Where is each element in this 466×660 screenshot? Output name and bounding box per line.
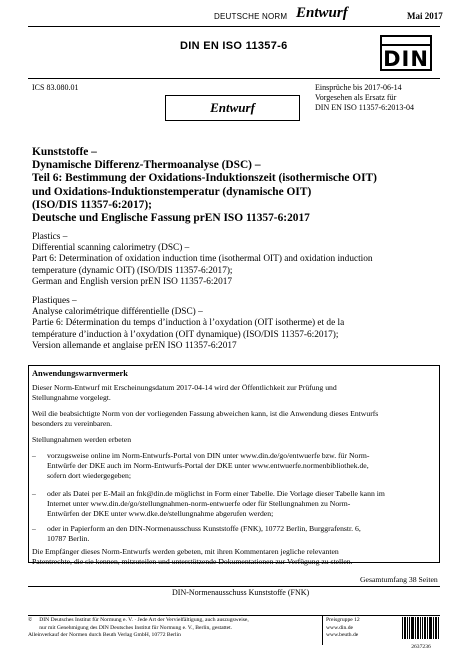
title-en-line: Part 6: Determination of oxidation induction time (isothermal OIT) and oxidation induction [32, 254, 373, 265]
notice-paragraph [32, 409, 378, 429]
draft-box-label: Entwurf [210, 100, 255, 115]
title-fr-line: température d’induction à l’oxydation (OIT dynamique) (ISO/DIS 11357-6:2017); [32, 329, 339, 340]
title-de-line: Deutsche und Englische Fassung prEN ISO 11357-6:2017 [32, 212, 310, 225]
bullet-line: Internet unter www.din.de/go/stellungnahmen-norm-entwuerfe oder für Stellungnahmen zu Norm- [47, 499, 351, 508]
bullet-dash: – [32, 451, 36, 460]
replaced-standard: DIN EN ISO 11357-6:2013-04 [315, 103, 415, 112]
notice-line: Weil die beabsichtigte Norm von der vorliegenden Fassung abweichen kann, ist die Anwendung dieses Entwurfs [32, 409, 379, 418]
barcode-number: 2637236 [411, 644, 431, 650]
total-pages: Gesamtumfang 38 Seiten [360, 575, 438, 584]
bullet-dash: – [32, 489, 36, 498]
din-logo-text: DIN [383, 47, 429, 71]
footer-divider [322, 615, 323, 645]
din-website-link[interactable]: www.din.de [326, 624, 353, 631]
ics-code: ICS 83.080.01 [32, 83, 79, 92]
title-de-line: und Oxidations-Induktionstemperatur (dynamische OIT) [32, 185, 312, 198]
patent-notice [32, 547, 353, 567]
copyright-line: Alleinverkauf der Normen durch Beuth Verlag GmbH, 10772 Berlin [28, 632, 181, 639]
title-fr-line: Plastiques – [32, 296, 77, 306]
bullet-item [47, 451, 369, 481]
barcode-bars [402, 617, 440, 639]
din-logo-bar [382, 44, 430, 46]
barcode [402, 617, 440, 650]
title-english [32, 232, 373, 288]
title-de-line: Teil 6: Bestimmung der Oxidations-Induktionszeit (isothermische OIT) [32, 172, 377, 185]
din-logo [380, 35, 432, 71]
draft-box [165, 95, 300, 121]
title-de-line: Dynamische Differenz-Thermoanalyse (DSC) – [32, 159, 261, 172]
replacement-note: Vorgesehen als Ersatz für [315, 93, 397, 102]
title-en-line: Plastics – [32, 232, 68, 242]
top-rule [28, 78, 440, 79]
objection-info [315, 83, 414, 113]
title-fr-line: Version allemande et anglaise prEN ISO 11357-6:2017 [32, 340, 237, 351]
document-id: DIN EN ISO 11357-6 [180, 40, 288, 52]
bullet-line: oder in Papierform an den DIN-Normenausschuss Kunststoffe (FNK), 10772 Berlin, Burggrafenstr. 6, [47, 524, 361, 533]
committee-name: DIN-Normenausschuss Kunststoffe (FNK) [172, 588, 310, 597]
bullet-line: vorzugsweise online im Norm-Entwurfs-Portal von DIN unter www.din.de/go/entwuerfe bzw. für Norm- [47, 451, 370, 460]
title-french [32, 296, 344, 352]
bullet-item [47, 524, 361, 544]
bullet-line: 10787 Berlin. [47, 534, 90, 543]
notice-line: Die Empfänger dieses Norm-Entwurfs werden gebeten, mit ihren Kommentaren jegliche relevanten [32, 547, 339, 556]
title-de-line: (ISO/DIS 11357-6:2017); [32, 198, 152, 211]
bullet-dash: – [32, 524, 36, 533]
committee-rule [28, 586, 440, 587]
objection-deadline: Einsprüche bis 2017-06-14 [315, 83, 402, 92]
bullet-line: sofern dort wiedergegeben; [47, 471, 131, 480]
bullet-line: Entwürfen der DKE unter www.dke.de/stellungnahme abgerufen werden; [47, 509, 274, 518]
bullet-line: oder als Datei per E-Mail an fnk@din.de möglichst in Form einer Tabelle. Die Vorlage dieser Tabelle kann im [47, 489, 385, 498]
notice-paragraph [32, 383, 337, 403]
copyright-line: nur mit Genehmigung des DIN Deutsches Institut für Normung e. V., Berlin, gestattet. [28, 624, 233, 631]
norm-label: DEUTSCHE NORM [214, 12, 288, 21]
title-en-line: temperature (dynamic OIT) (ISO/DIS 11357-6:2017); [32, 265, 233, 276]
notice-request: Stellungnahmen werden erbeten [32, 435, 132, 444]
copyright-note [28, 617, 249, 640]
notice-heading: Anwendungswarnvermerk [32, 369, 128, 378]
notice-line: besonders zu vereinbaren. [32, 419, 113, 428]
bullet-line: Entwürfe der DKE auch im Norm-Entwurfs-Portal der DKE unter www.entwuerfe.normenbibliothek.de, [47, 461, 369, 470]
title-en-line: German and English version prEN ISO 11357-6:2017 [32, 276, 233, 287]
footer-meta [326, 617, 360, 640]
notice-line: Stellungnahme vorgelegt. [32, 393, 111, 402]
bullet-item [47, 489, 385, 519]
title-german [32, 146, 377, 225]
beuth-website-link[interactable]: www.beuth.de [326, 632, 359, 639]
title-fr-line: Partie 6: Détermination du temps d’induction à l’oxydation (OIT isotherme) et de la [32, 318, 345, 329]
notice-line: Dieser Norm-Entwurf mit Erscheinungsdatum 2017-04-14 wird der Öffentlichkeit zur Prüfung und [32, 383, 337, 392]
status-label: Entwurf [296, 5, 348, 21]
copyright-line: © DIN Deutsches Institut für Normung e. V. · Jede Art der Vervielfältigung, auch auszugsweise, [28, 617, 249, 623]
title-fr-line: Analyse calorimétrique différentielle (DSC) – [32, 307, 203, 318]
title-en-line: Differential scanning calorimetry (DSC) – [32, 243, 190, 254]
title-de-line: Kunststoffe – [32, 146, 97, 158]
issue-date: Mai 2017 [407, 11, 443, 21]
price-group: Preisgruppe 12 [326, 617, 360, 623]
header-rule [28, 26, 440, 27]
notice-line: Patentrechte, die sie kennen, mitzuteilen und unterstützende Dokumentationen zur Verfügung zu stellen. [32, 557, 353, 566]
footer-rule [28, 615, 440, 616]
